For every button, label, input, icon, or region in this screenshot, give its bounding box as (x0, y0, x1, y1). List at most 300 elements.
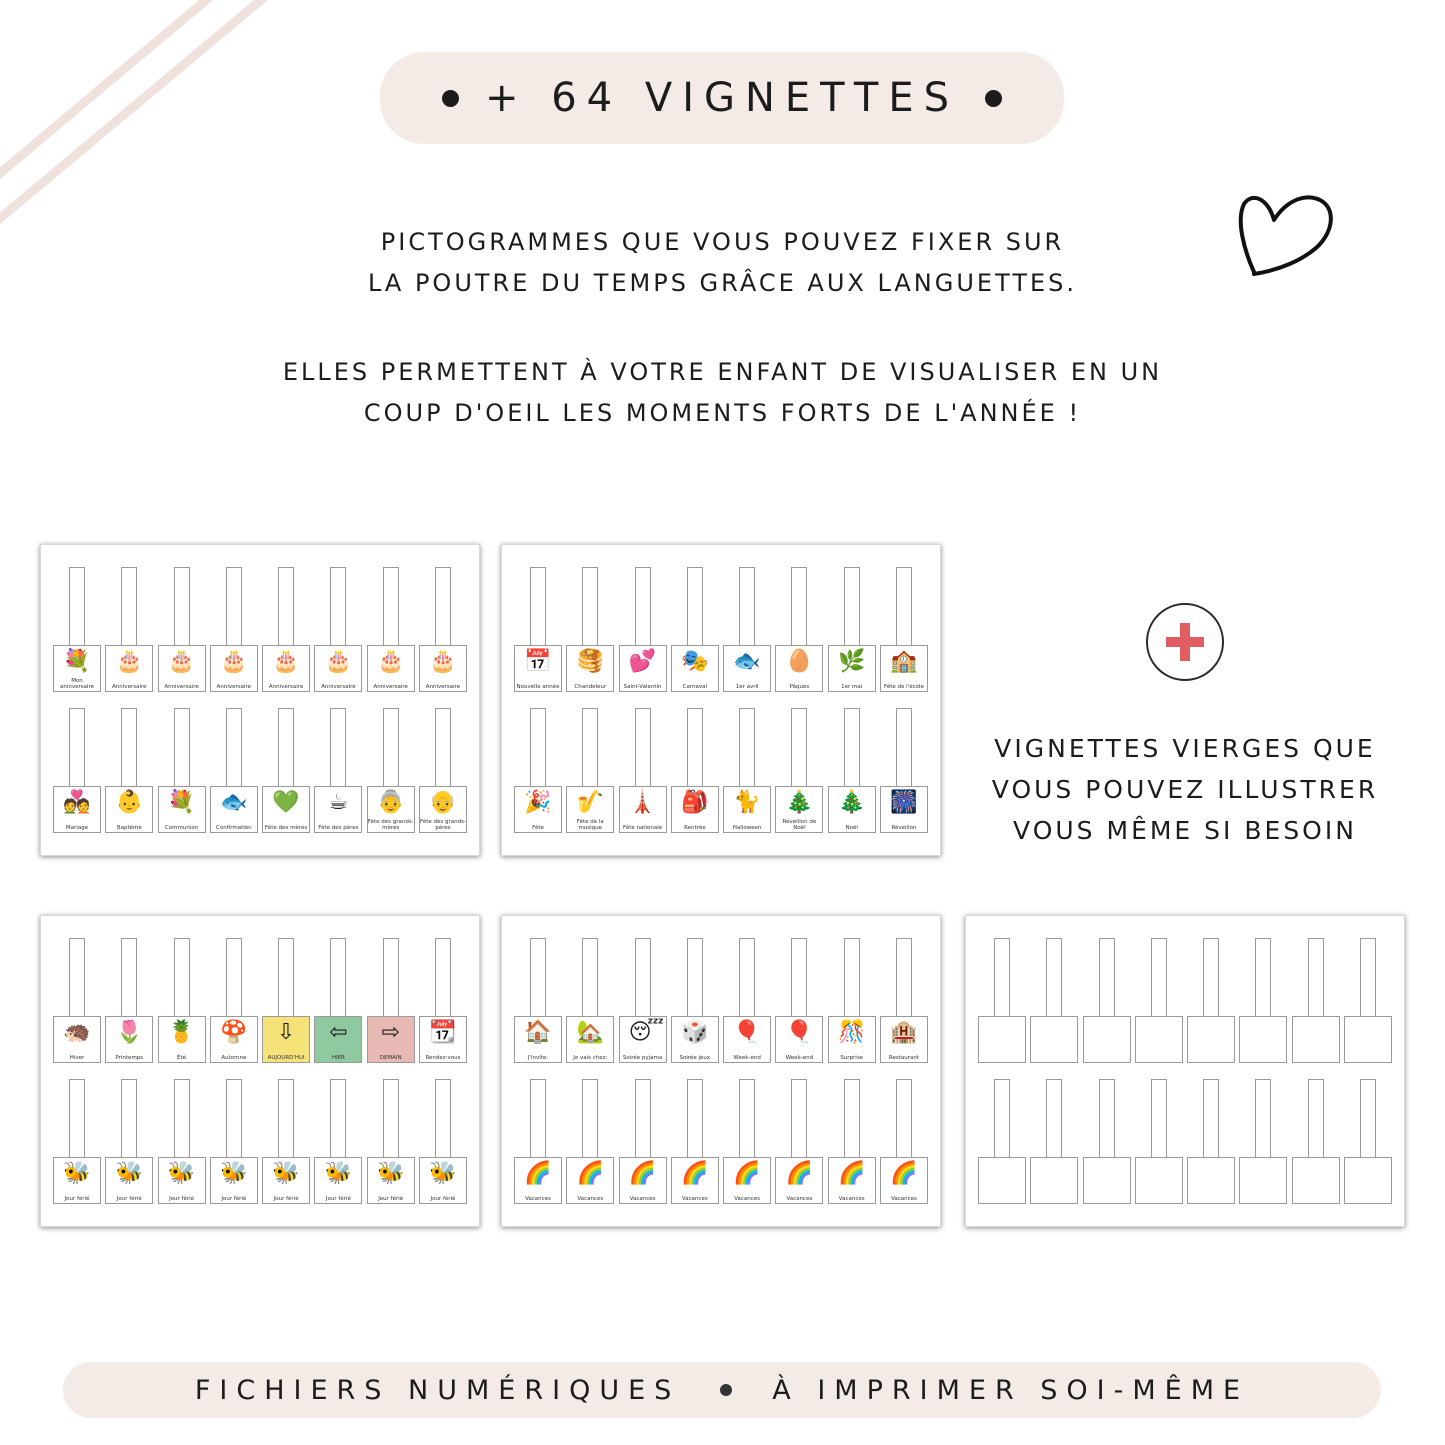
tag-tab (687, 567, 703, 648)
vignette-label: Anniversaire (425, 684, 461, 690)
tag-row (978, 1079, 1392, 1202)
vignette-card (880, 1157, 928, 1204)
vignette-tag (828, 708, 876, 831)
rainbow-star-icon: 🌈 (681, 1161, 709, 1186)
bee-icon: 🐝 (324, 1161, 353, 1186)
vignette-tag (1239, 938, 1287, 1061)
vignette-tag (105, 938, 153, 1061)
vignette-label: Anniversaire (268, 684, 304, 690)
tag-tab (687, 1079, 703, 1160)
vignette-card (566, 1016, 614, 1063)
vignette-label: Fête des pères (318, 825, 359, 831)
tag-tab (435, 567, 451, 648)
vignette-card (1187, 1157, 1235, 1204)
vignette-tag (367, 1079, 415, 1202)
tag-tab (435, 708, 451, 789)
tag-tab (69, 708, 85, 789)
rainbow-star-icon: 🌈 (628, 1161, 657, 1186)
vignette-tag (419, 938, 467, 1061)
vignette-tag (775, 938, 823, 1061)
title-pill (380, 52, 1064, 144)
cake-icon: 🎂 (429, 649, 457, 674)
vignette-tag (775, 708, 823, 831)
tag-tab (1099, 1079, 1115, 1160)
vignette-card (828, 645, 876, 692)
vignette-tag (158, 1079, 206, 1202)
vignette-card (1030, 1157, 1078, 1204)
grandfather-icon: 👴 (429, 790, 457, 815)
vignette-label: J'invite: (527, 1055, 549, 1061)
vignette-label: Anniversaire (216, 684, 252, 690)
vignette-label: Baptême (116, 825, 142, 831)
vignette-card (419, 786, 467, 833)
tag-tab (1099, 938, 1115, 1019)
vignette-tag (210, 938, 258, 1061)
vignette-tag (210, 708, 258, 831)
vignette-tag (775, 1079, 823, 1202)
tag-tab (226, 567, 242, 648)
tag-row (53, 1079, 467, 1202)
vignette-tag (1187, 1079, 1235, 1202)
vignette-tag (105, 1079, 153, 1202)
vignette-label: AUJOURD'HUI (267, 1055, 305, 1061)
tag-tab (530, 1079, 546, 1160)
tag-tab (1151, 1079, 1167, 1160)
bullet-dot (985, 90, 1002, 107)
intro-line: LA POUTRE DU TEMPS GRÂCE AUX LANGUETTES. (367, 269, 1078, 297)
vignette-label: Jour férié (273, 1196, 299, 1202)
tag-tab (330, 938, 346, 1019)
vignette-card (1030, 1016, 1078, 1063)
vignette-card (367, 1157, 415, 1204)
cake-icon: 🎂 (220, 649, 248, 674)
vignette-card (158, 1157, 206, 1204)
heart-balloons-icon: 💚 (272, 790, 300, 815)
tag-tab (1151, 938, 1167, 1019)
vignette-card (314, 1157, 362, 1204)
vignette-tag (723, 1079, 771, 1202)
vignette-tag (367, 708, 415, 831)
vignette-tag (566, 1079, 614, 1202)
tag-tab (383, 938, 399, 1019)
vignette-card (262, 1157, 310, 1204)
tag-tab (844, 567, 860, 648)
tag-tab (896, 1079, 912, 1160)
vignette-tag (671, 1079, 719, 1202)
vignette-card (723, 1016, 771, 1063)
tag-tab (791, 938, 807, 1019)
flowers-icon: 💐 (167, 790, 196, 815)
vignette-label: Jour férié (116, 1196, 142, 1202)
tag-tab (896, 567, 912, 648)
pineapple-glasses-icon: 🍍 (167, 1020, 196, 1045)
tag-tab (635, 1079, 651, 1160)
vignette-card (419, 1157, 467, 1204)
vignette-card (619, 1016, 667, 1063)
vignette-tag (619, 938, 667, 1061)
tag-tab (582, 1079, 598, 1160)
cake-icon: 🎂 (376, 649, 405, 674)
tag-tab (121, 708, 137, 789)
bee-icon: 🐝 (376, 1161, 405, 1186)
vignette-label: Hiver (69, 1055, 85, 1061)
vignette-tag (880, 708, 928, 831)
blank-note-line: VIGNETTES VIERGES QUE (994, 734, 1376, 763)
tag-tab (278, 1079, 294, 1160)
vignette-label: Jour férié (64, 1196, 90, 1202)
vignette-label: Jour férié (378, 1196, 404, 1202)
vignette-label: Jour férié (325, 1196, 351, 1202)
arrow-down-icon: ⇩ (276, 1020, 296, 1045)
vignette-tag (53, 1079, 101, 1202)
bee-icon: 🐝 (63, 1161, 91, 1186)
intro-line: PICTOGRAMMES QUE VOUS POUVEZ FIXER SUR (380, 228, 1065, 256)
vignette-card (262, 1016, 310, 1063)
vignette-tag (53, 708, 101, 831)
vignette-tag (262, 708, 310, 831)
tag-row (53, 567, 467, 690)
vignette-card (1187, 1016, 1235, 1063)
tag-tab (330, 1079, 346, 1160)
tag-row (514, 567, 928, 690)
vignette-label: Anniversaire (321, 684, 356, 690)
vignette-card (723, 1157, 771, 1204)
tag-tab (121, 567, 137, 648)
vignette-tag (1083, 938, 1131, 1061)
vignette-label: Jour férié (430, 1196, 456, 1202)
vignette-card (775, 1157, 823, 1204)
vignette-card (978, 1016, 1026, 1063)
vignette-card (880, 786, 928, 833)
vignette-tag (1187, 938, 1235, 1061)
tag-tab (844, 708, 860, 789)
vignette-tag (723, 938, 771, 1061)
vignette-tag (619, 567, 667, 690)
vignette-tag (566, 708, 614, 831)
vignette-tag (514, 1079, 562, 1202)
vignette-tag (978, 1079, 1026, 1202)
vignette-tag (53, 567, 101, 690)
tag-row (514, 708, 928, 831)
footer-right-text: À IMPRIMER SOI-MÊME (772, 1374, 1250, 1406)
hedgehog-icon: 🦔 (63, 1020, 91, 1045)
vignette-card (314, 1016, 362, 1063)
vignette-label: Printemps (115, 1055, 144, 1061)
sheet-seasons (40, 915, 480, 1227)
vignette-card (619, 645, 667, 692)
vignette-card (158, 645, 206, 692)
tag-tab (844, 1079, 860, 1160)
vignette-tag (210, 1079, 258, 1202)
tag-tab (791, 708, 807, 789)
tag-tab (435, 938, 451, 1019)
vignette-tag (671, 708, 719, 831)
vignette-label: Jour férié (169, 1196, 195, 1202)
vignette-card (105, 786, 153, 833)
bee-icon: 🐝 (167, 1161, 196, 1186)
vignette-label: Week-end (785, 1055, 814, 1061)
vignette-label: Week-end (733, 1055, 761, 1061)
vignette-tag (1030, 1079, 1078, 1202)
vignette-label: Jour férié (221, 1196, 247, 1202)
vignette-card (419, 645, 467, 692)
vignette-label: Chandeleur (574, 684, 607, 690)
backpack-icon: 🎒 (681, 790, 709, 815)
tag-row (514, 1079, 928, 1202)
vignette-tag (671, 567, 719, 690)
tag-row (53, 708, 467, 831)
vignette-card (53, 645, 101, 692)
vignette-label: Fête des mères (265, 825, 308, 831)
vignette-card (105, 1157, 153, 1204)
vignette-label: Restaurant (888, 1055, 920, 1061)
wheelbarrow-icon: 🌷 (115, 1020, 143, 1045)
tag-tab (69, 567, 85, 648)
vignette-tag (314, 1079, 362, 1202)
footer-pill (63, 1362, 1381, 1418)
blank-note-line: VOUS POUVEZ ILLUSTRER (991, 775, 1379, 804)
tag-tab (896, 708, 912, 789)
calendar-clock-icon: 📆 (429, 1020, 457, 1045)
vignette-card (53, 1157, 101, 1204)
tag-tab (582, 938, 598, 1019)
vignette-card (828, 1016, 876, 1063)
vignette-label: DEMAIN (379, 1055, 402, 1061)
vignette-tag (314, 567, 362, 690)
bullet-dot (442, 90, 459, 107)
vignette-card (210, 1157, 258, 1204)
vignette-card (514, 645, 562, 692)
bunting-icon: 🎉 (524, 790, 552, 815)
vignette-card (1239, 1157, 1287, 1204)
vignette-tag (1292, 938, 1340, 1061)
vignette-tag (158, 708, 206, 831)
vignette-tag (210, 567, 258, 690)
arrow-right-icon: ⇨ (381, 1020, 400, 1045)
tag-tab (739, 938, 755, 1019)
tag-tab (1046, 1079, 1062, 1160)
vignette-label: Anniversaire (164, 684, 199, 690)
vignette-label: Halloween (732, 825, 762, 831)
vignette-card (671, 1016, 719, 1063)
blank-note-line: VOUS MÊME SI BESOIN (1013, 816, 1357, 845)
vignette-card (619, 786, 667, 833)
tag-tab (1308, 938, 1324, 1019)
cake-icon: 🎂 (115, 649, 143, 674)
vignette-card (367, 645, 415, 692)
house-icon: 🏡 (576, 1020, 604, 1045)
vignette-label: Mon anniversaire (59, 678, 95, 690)
tag-tab (687, 708, 703, 789)
bee-icon: 🐝 (272, 1161, 300, 1186)
tag-tab (896, 938, 912, 1019)
tag-tab (994, 1079, 1010, 1160)
vignette-tag (828, 1079, 876, 1202)
vignette-card (566, 645, 614, 692)
vignette-tag (367, 567, 415, 690)
tag-tab (226, 938, 242, 1019)
vignette-card (210, 1016, 258, 1063)
vignette-tag (775, 567, 823, 690)
rainbow-star-icon: 🌈 (837, 1161, 866, 1186)
vignette-label: Surprise (840, 1055, 864, 1061)
tag-row (53, 938, 467, 1061)
description-line: COUP D'OEIL LES MOMENTS FORTS DE L'ANNÉE ! (363, 399, 1082, 427)
tag-tab (278, 708, 294, 789)
rainbow-star-icon: 🌈 (524, 1161, 552, 1186)
vignette-tag (314, 938, 362, 1061)
tag-row (978, 938, 1392, 1061)
vignette-card (775, 786, 823, 833)
vignette-tag (1239, 1079, 1287, 1202)
vignette-card (775, 645, 823, 692)
fish-icon: 🐟 (733, 649, 761, 674)
heart-icon (1232, 190, 1340, 286)
tag-tab (530, 938, 546, 1019)
vignette-tag (566, 567, 614, 690)
tag-tab (739, 567, 755, 648)
tag-tab (330, 567, 346, 648)
vignette-card (158, 786, 206, 833)
christmas-tree-icon: 🎄 (785, 790, 814, 815)
cake-icon: 🎂 (324, 649, 353, 674)
vignette-card (419, 1016, 467, 1063)
tag-tab (174, 708, 190, 789)
dice-icon: 🎲 (681, 1020, 709, 1045)
vignette-tag (262, 1079, 310, 1202)
fish-symbol-icon: 🐟 (220, 790, 248, 815)
vignette-card (262, 786, 310, 833)
tag-tab (1308, 1079, 1324, 1160)
confetti-icon: 🎊 (837, 1020, 866, 1045)
fireworks-icon: 🎆 (890, 790, 918, 815)
rainbow-star-icon: 🌈 (733, 1161, 761, 1186)
restaurant-icon: 🏨 (890, 1020, 918, 1045)
tag-tab (383, 567, 399, 648)
vignette-card (314, 645, 362, 692)
vignette-card (566, 786, 614, 833)
vignette-card (514, 1157, 562, 1204)
arrow-left-icon: ⇦ (329, 1020, 348, 1045)
footer-left-text: FICHIERS NUMÉRIQUES (194, 1374, 681, 1406)
bee-icon: 🐝 (115, 1161, 143, 1186)
vignette-card (158, 1016, 206, 1063)
tag-tab (530, 567, 546, 648)
vignette-card (53, 1016, 101, 1063)
egg-icon: 🥚 (785, 649, 814, 674)
vignette-label: HIER (331, 1055, 345, 1061)
tag-tab (994, 938, 1010, 1019)
vignette-tag (367, 938, 415, 1061)
vignette-tag (671, 938, 719, 1061)
tag-tab (278, 938, 294, 1019)
vignette-label: Je vais chez: (573, 1055, 608, 1061)
vignette-card (1344, 1157, 1392, 1204)
vignette-tag (514, 938, 562, 1061)
crepe-icon: 🥞 (576, 649, 604, 674)
house-icon: 🏠 (524, 1020, 552, 1045)
vignette-tag (566, 938, 614, 1061)
eiffel-tower-icon: 🗼 (628, 790, 657, 815)
tag-tab (1203, 938, 1219, 1019)
vignette-card (978, 1157, 1026, 1204)
vignette-card (210, 786, 258, 833)
vignette-label: Soirée pyjama (622, 1055, 663, 1061)
vignette-card (723, 786, 771, 833)
vignette-tag (158, 938, 206, 1061)
vignette-card (514, 786, 562, 833)
tag-tab (687, 938, 703, 1019)
vignette-label: Nouvelle année (516, 684, 560, 690)
tag-tab (435, 1079, 451, 1160)
tag-tab (739, 1079, 755, 1160)
vignette-card (1239, 1016, 1287, 1063)
vignette-label: Réveillon (891, 825, 917, 831)
vignette-tag (158, 567, 206, 690)
vignette-label: Rendez-vous (425, 1055, 461, 1061)
vignette-label: Fête (532, 825, 544, 831)
balloons-icon: 🎈 (785, 1020, 814, 1045)
vignette-label: Réveillon de Noël (782, 819, 817, 831)
plus-icon (1146, 603, 1224, 681)
vignette-card (880, 1016, 928, 1063)
vignette-label: Vacances (629, 1196, 656, 1202)
vignette-label: Rentrée (684, 825, 706, 831)
vignette-tag (880, 938, 928, 1061)
vignette-label: Fête de la musique (576, 819, 604, 831)
vignette-label: Soirée jeux (679, 1055, 711, 1061)
tag-tab (121, 938, 137, 1019)
mushroom-icon: 🍄 (220, 1020, 248, 1045)
vignette-tag (314, 708, 362, 831)
tag-tab (1360, 938, 1376, 1019)
vignette-label: Vacances (838, 1196, 865, 1202)
vignette-tag (1083, 1079, 1131, 1202)
christmas-tree-icon: 🎄 (837, 790, 866, 815)
description-paragraph (0, 352, 1445, 434)
vignette-card (723, 645, 771, 692)
vignette-card (775, 1016, 823, 1063)
wedding-icon: 💑 (63, 790, 91, 815)
vignette-label: Carnaval (682, 684, 708, 690)
vignette-card (514, 1016, 562, 1063)
tag-tab (383, 1079, 399, 1160)
intro-paragraph (0, 222, 1445, 304)
sheet-celebrations (40, 544, 480, 856)
vignette-label: Anniversaire (373, 684, 408, 690)
vignette-tag (419, 1079, 467, 1202)
vignette-label: Vacances (786, 1196, 813, 1202)
vignette-label: Fête des grands-pères (419, 819, 466, 831)
vignette-tag (1135, 1079, 1183, 1202)
vignette-label: Confirmation (216, 825, 252, 831)
vignette-card (262, 645, 310, 692)
vignette-card (210, 645, 258, 692)
mask-icon: 🎭 (681, 649, 709, 674)
vignette-tag (105, 708, 153, 831)
vignette-tag (828, 567, 876, 690)
tag-tab (635, 708, 651, 789)
rainbow-star-icon: 🌈 (576, 1161, 604, 1186)
vignette-card (105, 645, 153, 692)
tag-tab (635, 567, 651, 648)
vignette-label: Saint-Valentin (623, 684, 662, 690)
tag-tab (69, 938, 85, 1019)
bee-icon: 🐝 (220, 1161, 248, 1186)
vignette-card (671, 1157, 719, 1204)
vignette-tag (880, 1079, 928, 1202)
sheet-activities (501, 915, 941, 1227)
